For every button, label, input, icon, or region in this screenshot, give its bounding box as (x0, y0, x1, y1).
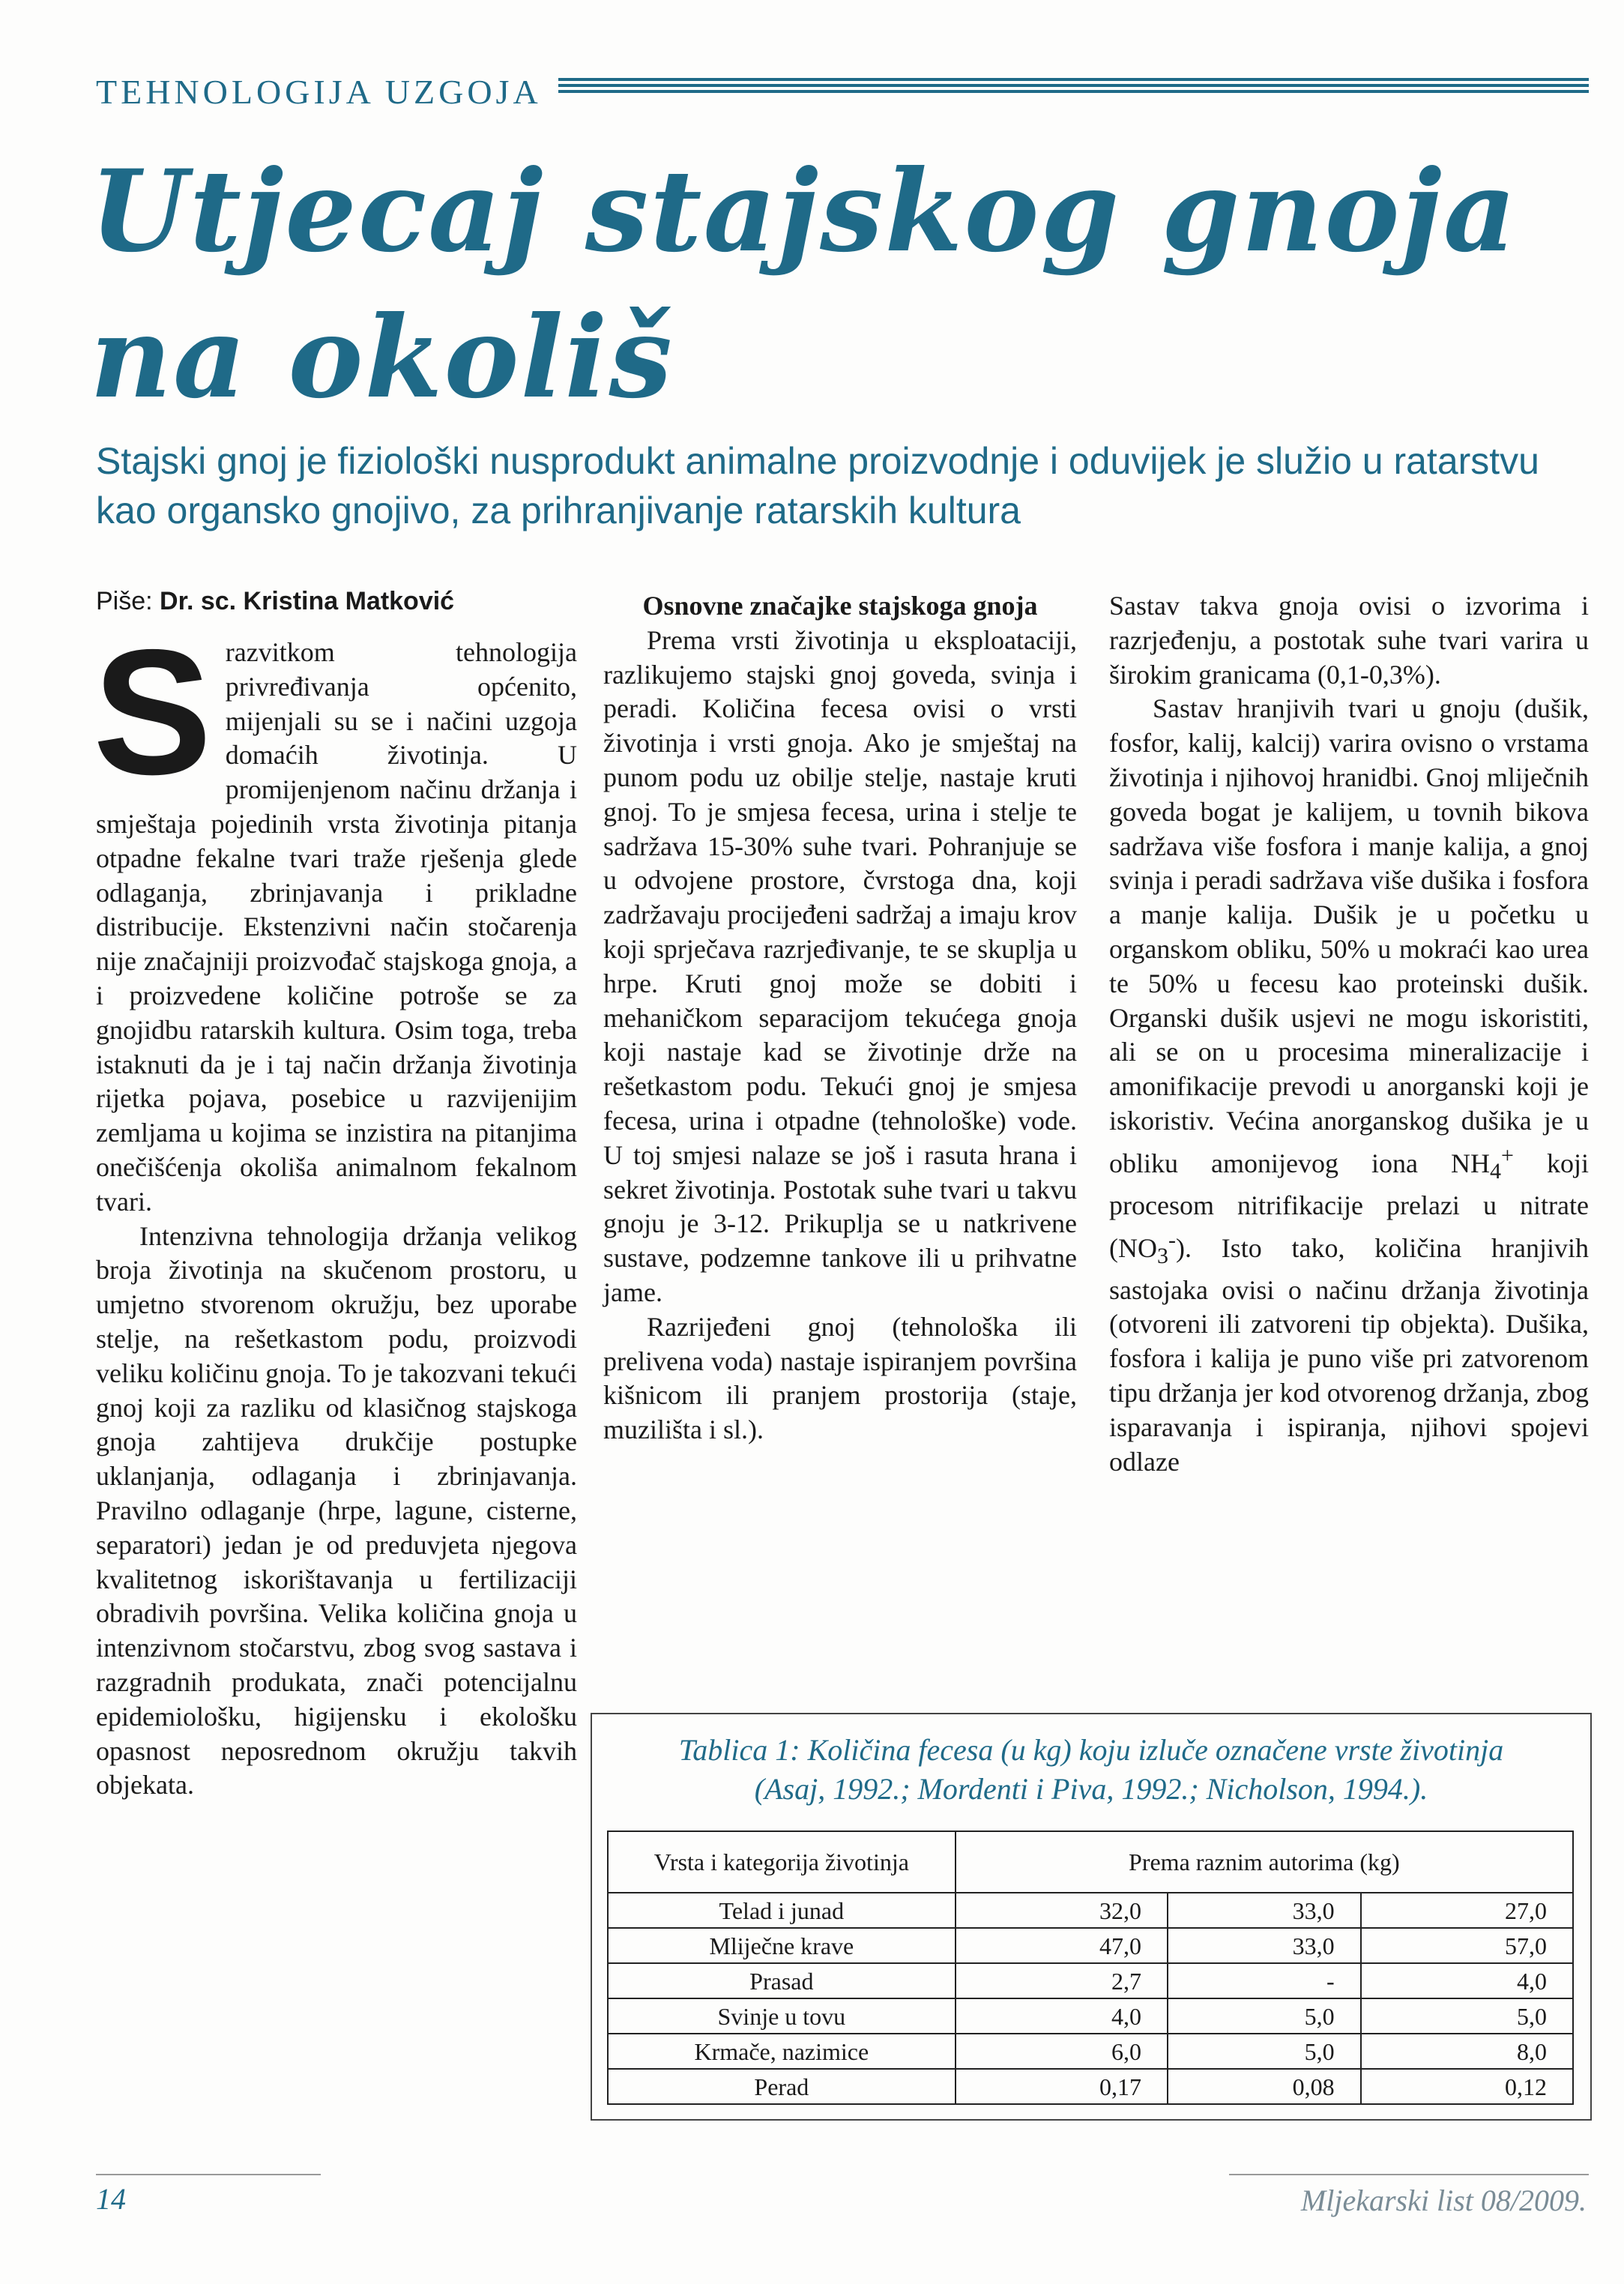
table-cell-species: Perad (608, 2069, 956, 2104)
column-1 (93, 613, 577, 1803)
table-cell-value: 0,17 (956, 2069, 1168, 2104)
author-name: Dr. sc. Kristina Matković (160, 587, 455, 615)
table-row (608, 1928, 1573, 1963)
table-cell-species: Krmače, nazimice (608, 2034, 956, 2069)
journal-name: Mljekarski list 08/2009. (1300, 2184, 1587, 2217)
table-cell-value: 5,0 (1361, 1998, 1573, 2034)
table-cell-value: 33,0 (1168, 1928, 1361, 1963)
table-row (608, 1998, 1573, 2034)
table-row (608, 1893, 1573, 1928)
table-cell-species: Svinje u tovu (608, 1998, 956, 2034)
column-2 (603, 589, 1077, 1447)
table-row (608, 2069, 1573, 2104)
article-subtitle: Stajski gnoj je fiziološki nusprodukt animalne proizvodnje i oduvijek je služio u ratarstvu kao organsko gnojivo, za prihranjivanje ratarskih kultura (96, 440, 1539, 531)
paragraph-6: Sastav hranjivih tvari u gnoju (dušik, fosfor, kalij, kalcij) varira ovisno o vrstama životinja i njihovoj hranidbi. Gnoj mliječnih goveda bogat je kalijem, u tovnih bikova sadržava više fosfora i manje kalija, a gnoj svinja i peradi sadržava više dušika i fosfora a manje kalija. Dušik je u početku u organskom obliku, 50% u mokraći kao urea te 50% u fecesu kao proteinski dušik. Organski dušik usjevi ne mogu iskoristiti, ali se on u procesima mineralizacije i amonifikacije prevodi u anorganski koji je iskoristiv. Većina anorganskog dušika je u obliku amonijevog iona $NH_4^+$ koji procesom nitrifikacije prelazi u nitrate $(NO_3^-)$. Isto tako, količina hranjivih sastojaka ovisi o načinu držanja životinja (otvoreni ili zatvoreni tip objekta). Dušika, fosfora i kalija je puno više pri zatvorenom tipu držanja jer kod otvorenog držanja, zbog isparavanja i ispiranja, njihovi spojevi odlaze (1109, 693, 1589, 1477)
table-cell-value: - (1168, 1963, 1361, 1998)
paragraph-3: Prema vrsti životinja u eksploataciji, razlikujemo stajski gnoj goveda, svinja i peradi. Količina fecesa ovisi o vrsti životinja i vrsti gnoja. Ako je smještaj na punom podu uz obilje stelje, nastaje kruti gnoj. To je smjesa fecesa, urina i stelje te sadržava 15-30% suhe tvari. Pohranjuje se u odvojene prostore, čvrstoga dna, koji zadržavaju procijeđeni sadržaj a imaju krov koji sprječava razrjeđivanje, te se skuplja u hrpe. Kruti gnoj može se dobiti i mehaničkom separacijom tekućega gnoja koji nastaje kad se životinje drže na rešetkastom podu. Tekući gnoj je smjesa fecesa, urina i otpadne (tehnološke) vode. U toj smjesi nalaze se još i rasuta hrana i sekret životinja. Postotak suhe tvari u takvu gnoju je 3-12. Prikuplja se u natkrivene sustave, podzemne tankove ili u prihvatne jame. (603, 624, 1077, 1307)
table-cell-species: Prasad (608, 1963, 956, 1998)
table-cell-value: 32,0 (956, 1893, 1168, 1928)
table-cell-value: 8,0 (1361, 2034, 1573, 2069)
table-cell-value: 0,08 (1168, 2069, 1361, 2104)
table-cell-species: Mliječne krave (608, 1928, 956, 1963)
paragraph-1: razvitkom tehnologija privređivanja općenito, mijenjali su se i načini uzgoja domaćih životinja. U promijenjenom načinu držanja i smještaja pojedinih vrsta životinja pitanja otpadne fekalne tvari traže rješenja glede odlaganja, zbrinjavanja i prikladne distribucije. Ekstenzivni način stočarenja nije značajniji proizvođač stajskoga gnoja, a i proizvedene količine potroše se za gnojidbu ratarskih kultura. Osim toga, treba istaknuti da je i taj način držanja životinja rijetka pojava, posebice u razvijenijim zemljama u kojima se inzistira na pitanjima onečišćenja okoliša animalnom fekalnom tvari. (96, 637, 577, 1217)
footer-rule-left (96, 2174, 321, 2175)
table-cell-value: 33,0 (1168, 1893, 1361, 1928)
table-cell-value: 5,0 (1168, 1998, 1361, 2034)
paragraph-4: Razrijeđeni gnoj (tehnološka ili prelivena voda) nastaje ispiranjem površina kišnicom ili pranjem prostorija (staje, muzilišta i sl.). (603, 1311, 1077, 1445)
table-cell-value: 2,7 (956, 1963, 1168, 1998)
table-cell-value: 27,0 (1361, 1893, 1573, 1928)
table-row (608, 1963, 1573, 1998)
table-cell-value: 4,0 (1361, 1963, 1573, 1998)
table-cell-species: Telad i junad (608, 1893, 956, 1928)
feces-table (607, 1830, 1574, 2105)
table-header-species: Vrsta i kategorija životinja (608, 1831, 956, 1893)
table-cell-value: 5,0 (1168, 2034, 1361, 2069)
table-header-authors: Prema raznim autorima (kg) (956, 1831, 1573, 1893)
table-cell-value: 57,0 (1361, 1928, 1573, 1963)
author-prefix: Piše: (96, 587, 153, 615)
title-line-2: na okoliš (90, 292, 674, 424)
table-cell-value: 6,0 (956, 2034, 1168, 2069)
table-caption: Tablica 1: Količina fecesa (u kg) koju izluče označene vrste životinja (Asaj, 1992.; Mordenti i Piva, 1992.; Nicholson, 1994.). (678, 1733, 1504, 1806)
paragraph-5: Sastav takva gnoja ovisi o izvorima i razrjeđenju, a postotak suhe tvari varira u širokim granicama (0,1-0,3%). (1109, 591, 1589, 690)
section-heading: Osnovne značajke stajskoga gnoja (642, 591, 1038, 621)
table-cell-value: 47,0 (956, 1928, 1168, 1963)
table-header-row (608, 1831, 1573, 1893)
paragraph-2: Intenzivna tehnologija držanja velikog broja životinja na skučenom prostoru, u umjetno stvorenom okružju, bez uporabe stelje, na rešetkastom podu, proizvodi veliku količinu gnoja. To je takozvani tekući gnoj koji za razliku od klasičnog stajskoga gnoja zahtijeva drukčije postupke uklanjanja, odlaganja i zbrinjavanja. Pravilno odlaganje (hrpe, lagune, cisterne, separatori) jedan je od preduvjeta njegova kvalitetnog iskorištavanja u fertilizaciji obradivih površina. Velika količina gnoja u intenzivnom stočarstvu, zbog svog sastava i razgradnih produkata, znači potencijalnu epidemiološku, higijensku i ekološku opasnost neposrednom okružju takvih objekata. (96, 1220, 577, 1801)
table-row (608, 2034, 1573, 2069)
table-box (591, 1713, 1592, 2121)
column-3 (1109, 589, 1589, 1479)
section-label: TEHNOLOGIJA UZGOJA (96, 73, 542, 111)
title-line-1: Utjecaj stajskog gnoja (90, 145, 1518, 277)
footer-rule-right (1229, 2174, 1589, 2175)
table-cell-value: 0,12 (1361, 2069, 1573, 2104)
drop-cap: S (93, 613, 212, 812)
table-cell-value: 4,0 (956, 1998, 1168, 2034)
header-rule (558, 78, 1589, 100)
author-line (96, 587, 454, 616)
article-title (90, 139, 1559, 431)
page-number: 14 (96, 2182, 126, 2216)
